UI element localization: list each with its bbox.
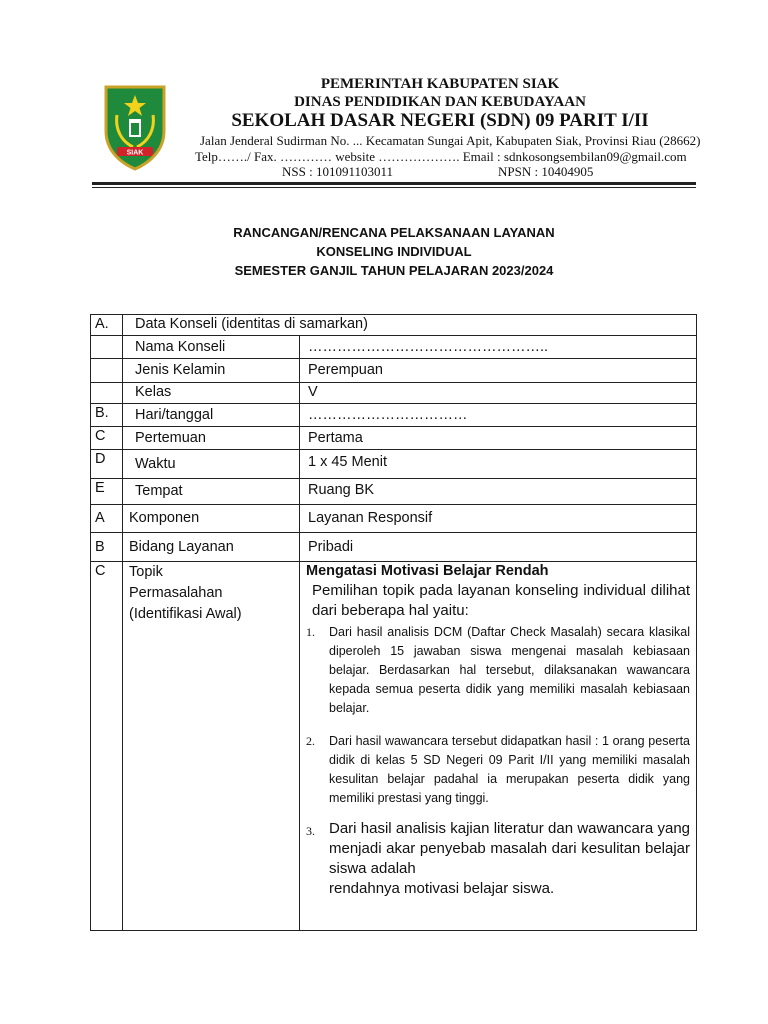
row-code: D xyxy=(91,450,123,479)
table-row xyxy=(91,427,697,450)
row-value: Perempuan xyxy=(300,359,697,383)
row-label: Kelas xyxy=(123,383,300,404)
row-label: Data Konseli (identitas di samarkan) xyxy=(123,315,697,336)
header-divider-thin xyxy=(92,187,696,188)
dept-title: DINAS PENDIDIKAN DAN KEBUDAYAAN xyxy=(294,94,586,110)
row-label: Tempat xyxy=(123,479,300,505)
topik-label-3: (Identifikasi Awal) xyxy=(129,606,242,622)
svg-text:SIAK: SIAK xyxy=(126,149,144,157)
gov-title: PEMERINTAH KABUPATEN SIAK xyxy=(320,76,560,92)
row-value: Pribadi xyxy=(300,533,697,562)
topik-lead: Pemilihan topik pada layanan konseling individual dilihat dari beberapa hal yaitu: xyxy=(312,582,691,619)
row-label: Komponen xyxy=(123,505,300,533)
topik-label-2: Permasalahan xyxy=(129,585,223,601)
table-row xyxy=(91,315,697,336)
row-code: A. xyxy=(91,315,123,336)
doc-title-line-3: SEMESTER GANJIL TAHUN PELAJARAN 2023/2024 xyxy=(234,263,554,278)
row-value: 1 x 45 Menit xyxy=(300,450,697,479)
topik-content xyxy=(300,562,697,931)
reason-list xyxy=(306,623,690,899)
school-logo xyxy=(103,85,167,171)
list-item: 3. Dari hasil analisis kajian literatur dan wawancara yang menjadi akar penyebab masalah dari kesulitan belajar siswa adalah rendahnya motivasi belajar siswa. xyxy=(306,820,691,897)
table-row xyxy=(91,562,697,931)
school-address: Jalan Jenderal Sudirman No. ... Kecamatan Sungai Apit, Kabupaten Siak, Provinsi Riau (28662) xyxy=(200,133,701,148)
row-value: …………………………… xyxy=(300,404,697,427)
row-label: Bidang Layanan xyxy=(123,533,300,562)
school-name: SEKOLAH DASAR NEGERI (SDN) 09 PARIT I/II xyxy=(231,110,649,131)
list-item-continuation: rendahnya motivasi belajar siswa. xyxy=(329,880,555,897)
row-code: E xyxy=(91,479,123,505)
table-row xyxy=(91,404,697,427)
row-label: Waktu xyxy=(123,450,300,479)
school-nss: NSS : 101091103011 xyxy=(282,164,393,179)
row-code: B. xyxy=(91,404,123,427)
school-npsn: NPSN : 10404905 xyxy=(498,164,594,179)
row-value: Pertama xyxy=(300,427,697,450)
row-code: C xyxy=(91,427,123,450)
topik-heading: Mengatasi Motivasi Belajar Rendah xyxy=(306,563,549,579)
header-divider-thick xyxy=(92,182,696,185)
row-value: Ruang BK xyxy=(300,479,697,505)
row-label: Nama Konseli xyxy=(123,336,300,359)
rpl-table xyxy=(90,314,697,931)
topik-label xyxy=(123,562,300,931)
doc-title-line-1: RANCANGAN/RENCANA PELAKSANAAN LAYANAN xyxy=(233,225,555,240)
row-code: B xyxy=(91,533,123,562)
table-row xyxy=(91,336,697,359)
table-row xyxy=(91,383,697,404)
row-value: ………………………………………….. xyxy=(300,336,697,359)
topik-label-1: Topik xyxy=(129,564,163,580)
row-label: Pertemuan xyxy=(123,427,300,450)
school-contact: Telp……./ Fax. ………… website ………………. Email : sdnkosongsembilan09@gmail.com xyxy=(195,149,687,164)
table-row xyxy=(91,479,697,505)
row-label: Hari/tanggal xyxy=(123,404,300,427)
row-code: A xyxy=(91,505,123,533)
table-row xyxy=(91,533,697,562)
row-value: Layanan Responsif xyxy=(300,505,697,533)
doc-title-line-2: KONSELING INDIVIDUAL xyxy=(316,244,472,259)
row-code: C xyxy=(91,562,123,931)
table-row xyxy=(91,450,697,479)
list-item: 2. Dari hasil wawancara tersebut didapatkan hasil : 1 orang peserta didik di kelas 5 SD Negeri 09 Parit I/II yang memiliki masalah kesulitan belajar padahal ia merupakan peserta didik yang memiliki prestasi yang tinggi. xyxy=(306,734,691,805)
row-label: Jenis Kelamin xyxy=(123,359,300,383)
list-item: 1. Dari hasil analisis DCM (Daftar Check Masalah) secara klasikal diperoleh 15 jawaban siswa mengenai masalah kebiasaan belajar. Berdasarkan hal tersebut, dilaksanakan wawancara kepada semua peserta didik yang memiliki masalah kebiasaan belajar. xyxy=(306,625,691,715)
row-value: V xyxy=(300,383,697,404)
table-row xyxy=(91,359,697,383)
table-row xyxy=(91,505,697,533)
